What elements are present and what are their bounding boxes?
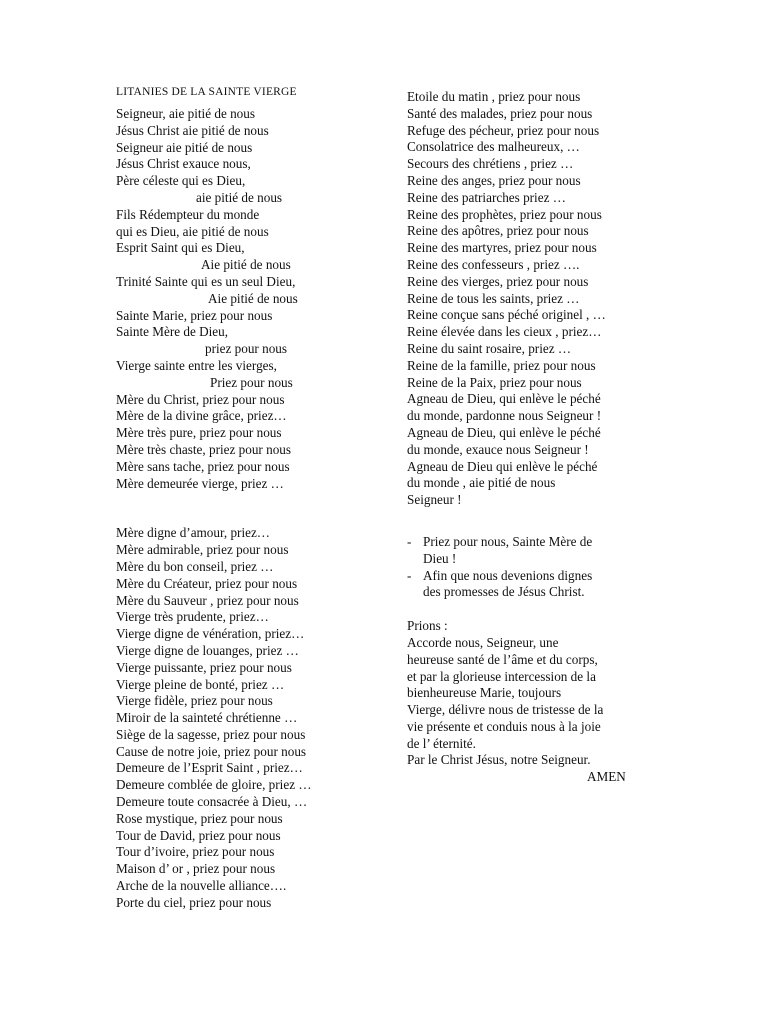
left-column [116, 86, 371, 912]
litany-line: Cause de notre joie, priez pour nous [116, 743, 307, 759]
block-spacer [407, 509, 657, 534]
prayer-heading: Prions : [407, 618, 448, 634]
litany-response: aie pitié de nous [196, 189, 283, 205]
litany-line: Reine des prophètes, priez pour nous [407, 206, 602, 222]
litany-line: Vierge très prudente, priez… [116, 609, 269, 625]
litany-line: Reine élevée dans les cieux , priez… [407, 324, 602, 340]
versicle-line: Afin que nous devenions dignes [423, 567, 593, 583]
litany-line: Mère sans tache, priez pour nous [116, 458, 290, 474]
litany-line: Santé des malades, priez pour nous [407, 105, 593, 121]
litany-line: Mère du Créateur, priez pour nous [116, 575, 298, 591]
prayer-line: bienheureuse Marie, toujours [407, 685, 562, 701]
agnus-dei-line: Agneau de Dieu, qui enlève le péché [407, 391, 601, 407]
prayer-line: Par le Christ Jésus, notre Seigneur. [407, 752, 591, 768]
versicle-list [407, 534, 657, 601]
litany-line: Consolatrice des malheureux, … [407, 139, 580, 155]
litany-line: Refuge des pécheur, priez pour nous [407, 122, 600, 138]
litany-line: Sainte Mère de Dieu, [116, 324, 229, 340]
agnus-dei-line: Agneau de Dieu qui enlève le péché [407, 458, 598, 474]
closing-prayer [407, 618, 657, 786]
litany-line: Mère du Christ, priez pour nous [116, 391, 285, 407]
litany-line: Porte du ciel, priez pour nous [116, 894, 272, 910]
versicle-item [407, 534, 657, 568]
block-spacer [407, 601, 657, 618]
litany-line: Vierge fidèle, priez pour nous [116, 693, 273, 709]
litany-line: Mère du bon conseil, priez … [116, 558, 274, 574]
agnus-dei-line: Seigneur ! [407, 492, 462, 508]
litany-line: Etoile du matin , priez pour nous [407, 89, 581, 104]
litany-line: Reine du saint rosaire, priez … [407, 340, 572, 356]
block-spacer [116, 492, 371, 525]
litany-line: Mère très pure, priez pour nous [116, 425, 282, 441]
litany-line: Mère digne d’amour, priez… [116, 525, 270, 541]
litany-line: Vierge pleine de bonté, priez … [116, 676, 285, 692]
litany-line: Reine des anges, priez pour nous [407, 172, 581, 188]
agnus-dei-line: Agneau de Dieu, qui enlève le péché [407, 424, 601, 440]
prayer-line: vie présente et conduis nous à la joie [407, 718, 601, 734]
litany-line: Maison d’ or , priez pour nous [116, 861, 276, 877]
litany-line: Mère très chaste, priez pour nous [116, 441, 292, 457]
prayer-line: de l’ éternité. [407, 735, 476, 751]
agnus-dei-line: du monde, exauce nous Seigneur ! [407, 441, 589, 457]
litany-block-2 [116, 525, 371, 911]
versicle-item [407, 568, 657, 602]
litany-line: Reine conçue sans péché originel , … [407, 307, 606, 323]
litany-line: qui es Dieu, aie pitié de nous [116, 223, 269, 239]
litany-line: Seigneur, aie pitié de nous [116, 106, 256, 121]
litany-line: Tour de David, priez pour nous [116, 827, 281, 843]
litany-block-1 [116, 106, 371, 492]
litany-line: Mère demeurée vierge, priez … [116, 475, 284, 491]
litany-line: Esprit Saint qui es Dieu, [116, 240, 245, 256]
dash-marker: - [407, 533, 412, 549]
litany-response: Priez pour nous [210, 374, 293, 390]
litany-line: Rose mystique, priez pour nous [116, 810, 283, 826]
litany-line: Sainte Marie, priez pour nous [116, 307, 273, 323]
agnus-dei-line: du monde, pardonne nous Seigneur ! [407, 408, 602, 424]
prayer-line: heureuse santé de l’âme et du corps, [407, 651, 598, 667]
litany-line: Mère du Sauveur , priez pour nous [116, 592, 299, 608]
litany-line: Reine des apôtres, priez pour nous [407, 223, 589, 239]
litany-line: Demeure toute consacrée à Dieu, … [116, 794, 308, 810]
litany-line: Reine des vierges, priez pour nous [407, 273, 589, 289]
prayer-line: Vierge, délivre nous de tristesse de la [407, 702, 604, 718]
litany-line: Demeure comblée de gloire, priez … [116, 777, 312, 793]
litany-response: priez pour nous [205, 341, 288, 357]
litany-line: Reine de tous les saints, priez … [407, 290, 580, 306]
prayer-line: et par la glorieuse intercession de la [407, 668, 596, 684]
litany-block-3 [407, 89, 657, 509]
amen-text: AMEN [587, 769, 626, 785]
versicle-line: Dieu ! [423, 550, 457, 566]
litany-line: Mère de la divine grâce, priez… [116, 408, 287, 424]
agnus-dei-line: du monde , aie pitié de nous [407, 475, 556, 491]
litany-line: Vierge digne de louanges, priez … [116, 642, 299, 658]
litany-line: Reine des confesseurs , priez …. [407, 256, 580, 272]
right-column [407, 89, 657, 786]
litany-line: Reine des patriarches priez … [407, 189, 566, 205]
versicle-line: Priez pour nous, Sainte Mère de [423, 533, 593, 549]
litany-line: Seigneur aie pitié de nous [116, 139, 253, 155]
litany-line: Jésus Christ aie pitié de nous [116, 122, 269, 138]
litany-line: Vierge sainte entre les vierges, [116, 357, 277, 373]
litany-line: Trinité Sainte qui es un seul Dieu, [116, 273, 296, 289]
document-title: LITANIES DE LA SAINTE VIERGE [116, 86, 297, 98]
litany-line: Jésus Christ exauce nous, [116, 156, 251, 172]
litany-line: Reine de la Paix, priez pour nous [407, 374, 582, 390]
prayer-line: Accorde nous, Seigneur, une [407, 634, 559, 650]
litany-line: Tour d’ivoire, priez pour nous [116, 844, 275, 860]
litany-line: Arche de la nouvelle alliance…. [116, 878, 287, 894]
litany-line: Secours des chrétiens , priez … [407, 156, 574, 172]
litany-line: Miroir de la sainteté chrétienne … [116, 710, 298, 726]
litany-line: Demeure de l’Esprit Saint , priez… [116, 760, 303, 776]
litany-line: Vierge puissante, priez pour nous [116, 659, 292, 675]
litany-line: Vierge digne de vénération, priez… [116, 626, 305, 642]
litany-line: Mère admirable, priez pour nous [116, 542, 289, 558]
litany-response: Aie pitié de nous [208, 290, 298, 306]
litany-response: Aie pitié de nous [201, 257, 291, 273]
versicle-line: des promesses de Jésus Christ. [423, 584, 585, 600]
dash-marker: - [407, 567, 412, 583]
litany-line: Fils Rédempteur du monde [116, 206, 260, 222]
litany-line: Siège de la sagesse, priez pour nous [116, 726, 306, 742]
litany-line: Père céleste qui es Dieu, [116, 173, 246, 189]
litany-line: Reine des martyres, priez pour nous [407, 240, 597, 256]
litany-line: Reine de la famille, priez pour nous [407, 357, 596, 373]
